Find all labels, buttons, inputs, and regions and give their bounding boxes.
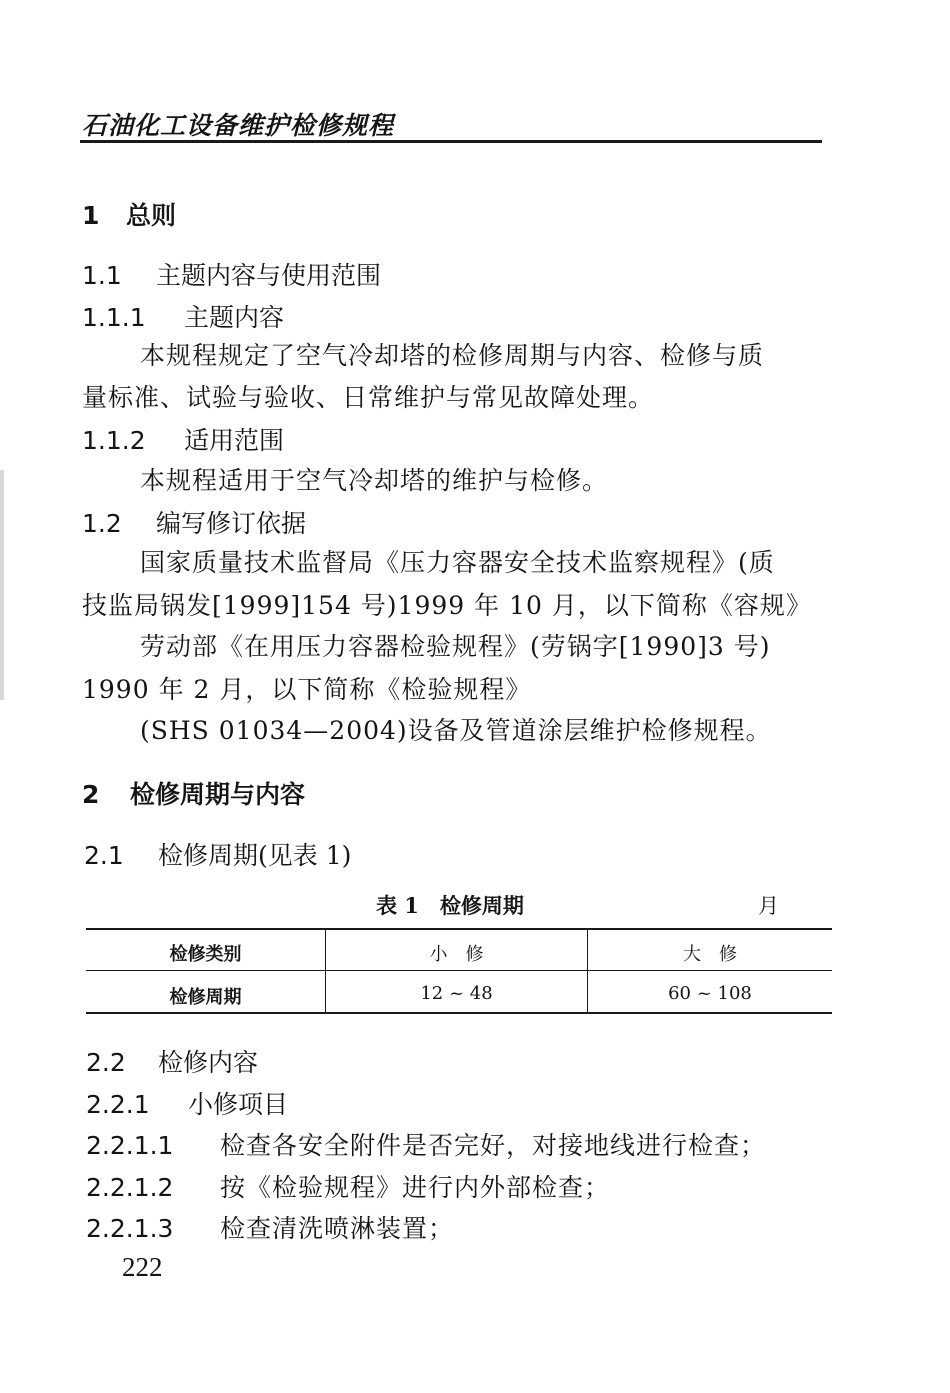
list-item-number: 2.2.1.1 <box>86 1131 174 1160</box>
section-2-title: 检修周期与内容 <box>130 780 306 809</box>
section-2-2-title: 检修内容 <box>158 1048 259 1077</box>
list-item <box>86 1168 610 1204</box>
section-1-1-2-heading <box>82 421 284 457</box>
section-1-1-2-title: 适用范围 <box>184 426 285 455</box>
section-1-1-1-heading <box>82 298 284 334</box>
reference-1-line2: 技监局锅发[1999]154 号)1999 年 10 月，以下简称《容规》 <box>82 591 812 620</box>
list-item-text: 检查清洗喷淋装置； <box>220 1214 455 1243</box>
section-2-heading <box>82 775 305 811</box>
table-header-minor: 小 修 <box>429 944 484 965</box>
header-rule <box>80 140 822 143</box>
section-2-1-title: 检修周期(见表 1) <box>158 841 352 870</box>
table-caption: 表 1 检修周期 <box>376 893 524 918</box>
table-unit: 月 <box>758 894 779 918</box>
scan-edge-mark <box>0 470 4 700</box>
list-item <box>86 1126 766 1162</box>
list-item <box>86 1209 454 1245</box>
table-cell-major-period: 60 ~ 108 <box>668 983 752 1004</box>
section-1-1-2-number: 1.1.2 <box>82 426 146 455</box>
section-1-1-number: 1.1 <box>82 261 122 290</box>
section-2-2-heading <box>86 1043 258 1079</box>
section-2-2-1-heading <box>86 1085 288 1121</box>
section-1-1-1-title: 主题内容 <box>184 303 285 332</box>
reference-1-line1: 国家质量技术监督局《压力容器安全技术监察规程》(质 <box>140 548 775 577</box>
list-item-text: 检查各安全附件是否完好，对接地线进行检查； <box>220 1131 767 1160</box>
list-item-number: 2.2.1.3 <box>86 1214 174 1243</box>
section-1-heading <box>82 196 176 232</box>
reference-2-line2: 1990 年 2 月，以下简称《检验规程》 <box>82 675 532 704</box>
section-1-2-title: 编写修订依据 <box>156 509 307 538</box>
table-top-rule <box>86 928 832 930</box>
table-row-label: 检修周期 <box>169 987 242 1008</box>
section-2-1-number: 2.1 <box>84 841 124 870</box>
section-2-2-number: 2.2 <box>86 1048 126 1077</box>
table-cell-minor-period: 12 ~ 48 <box>420 983 493 1004</box>
page-number: 222 <box>122 1252 163 1282</box>
section-1-1-title: 主题内容与使用范围 <box>156 261 382 290</box>
running-header: 石油化工设备维护检修规程 <box>82 111 395 140</box>
section-1-1-1-number: 1.1.1 <box>82 303 146 332</box>
paragraph-scope-line1: 本规程规定了空气冷却塔的检修周期与内容、检修与质 <box>140 341 765 370</box>
section-2-number: 2 <box>82 780 100 809</box>
section-1-1-heading <box>82 256 381 292</box>
table-mid-rule <box>86 970 832 971</box>
section-1-2-heading <box>82 504 306 540</box>
section-1-number: 1 <box>82 201 100 230</box>
table-header-major: 大 修 <box>683 944 737 965</box>
section-1-2-number: 1.2 <box>82 509 122 538</box>
paragraph-scope-line2: 量标准、试验与验收、日常维护与常见故障处理。 <box>82 383 655 412</box>
section-2-2-1-title: 小修项目 <box>188 1090 289 1119</box>
list-item-number: 2.2.1.2 <box>86 1173 174 1202</box>
section-2-1-heading <box>84 836 351 872</box>
section-2-2-1-number: 2.2.1 <box>86 1090 150 1119</box>
section-1-title: 总则 <box>126 201 177 230</box>
table-bottom-rule <box>86 1012 832 1014</box>
reference-3-line1: (SHS 01034—2004)设备及管道涂层维护检修规程。 <box>140 716 772 745</box>
paragraph-applicability: 本规程适用于空气冷却塔的维护与检修。 <box>140 466 609 495</box>
reference-2-line1: 劳动部《在用压力容器检验规程》(劳锅字[1990]3 号) <box>140 632 771 661</box>
table-header-label: 检修类别 <box>169 944 242 965</box>
list-item-text: 按《检验规程》进行内外部检查； <box>220 1173 611 1202</box>
